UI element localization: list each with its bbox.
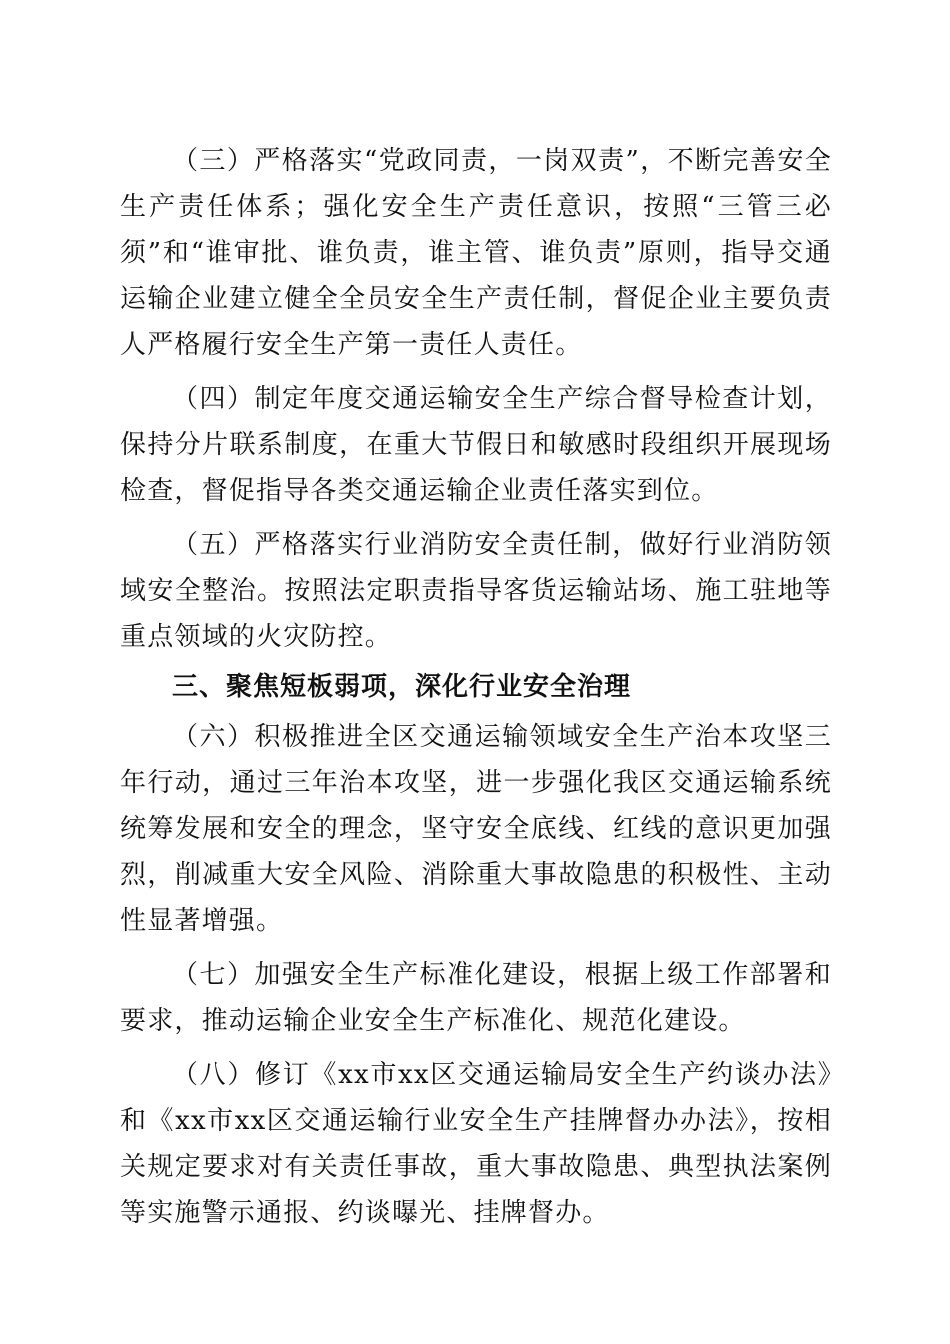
- paragraph-6: （六）积极推进全区交通运输领域安全生产治本攻坚三年行动，通过三年治本攻坚，进一步强化我区交通运输系统统筹发展和安全的理念，坚守安全底线、红线的意识更加强烈，削减重大安全风险、消除重大事故隐患的积极性、主动性显著增强。: [120, 722, 832, 936]
- paragraph-3: （三）严格落实“党政同责，一岗双责”，不断完善安全生产责任体系；强化安全生产责任意识，按照“三管三必须”和“谁审批、谁负责，谁主管、谁负责”原则，指导交通运输企业建立健全全员安全生产责任制，督促企业主要负责人严格履行安全生产第一责任人责任。: [120, 146, 832, 360]
- paragraph-8: （八）修订《xx市xx区交通运输局安全生产约谈办法》和《xx市xx区交通运输行业安全生产挂牌督办办法》，按相关规定要求对有关责任事故，重大事故隐患、典型执法案例等实施警示通报、约谈曝光、挂牌督办。: [120, 1060, 832, 1228]
- section-heading: 三、聚焦短板弱项，深化行业安全治理: [172, 672, 632, 702]
- paragraph-5: （五）严格落实行业消防安全责任制，做好行业消防领域安全整治。按照法定职责指导客货运输站场、施工驻地等重点领域的火灾防控。: [120, 530, 832, 652]
- paragraph-7: （七）加强安全生产标准化建设，根据上级工作部署和要求，推动运输企业安全生产标准化、规范化建设。: [120, 960, 832, 1036]
- paragraph-4: （四）制定年度交通运输安全生产综合督导检查计划，保持分片联系制度，在重大节假日和敏感时段组织开展现场检查，督促指导各类交通运输企业责任落实到位。: [120, 384, 832, 506]
- document-body: [120, 138, 832, 1236]
